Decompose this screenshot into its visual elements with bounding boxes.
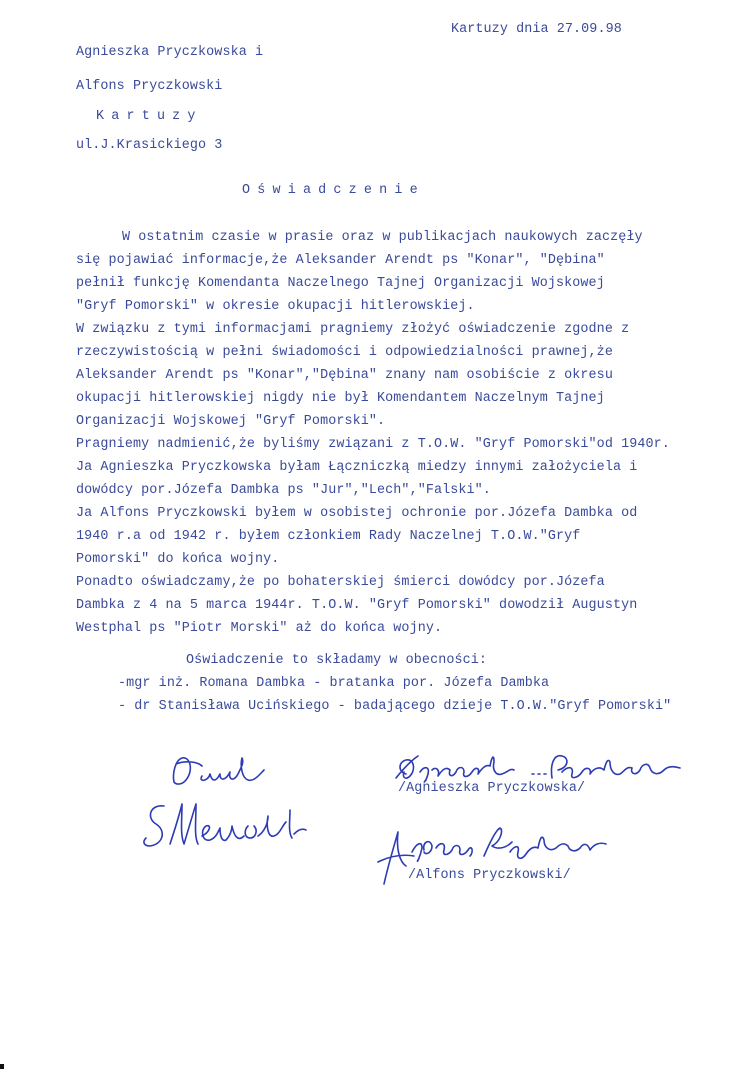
- body-line: W ostatnim czasie w prasie oraz w publikacjach naukowych zaczęły: [122, 230, 643, 245]
- scan-edge-mark: [0, 1064, 4, 1069]
- sender-line-2: Alfons Pryczkowski: [76, 79, 223, 94]
- sender-street: ul.J.Krasickiego 3: [76, 138, 223, 153]
- document-title: Oświadczenie: [242, 183, 425, 198]
- witness-signature-dambek: [168, 752, 298, 797]
- body-line: dowódcy por.Józefa Dambka ps "Jur","Lech","Falski".: [76, 483, 491, 498]
- body-line: "Gryf Pomorski" w okresie okupacji hitlerowskiej.: [76, 299, 475, 314]
- body-line: Pragniemy nadmienić,że byliśmy związani z T.O.W. "Gryf Pomorski"od 1940r.: [76, 437, 670, 452]
- body-line: W związku z tymi informacjami pragniemy złożyć oświadczenie zgodne z: [76, 322, 630, 337]
- witness-line: - dr Stanisława Ucińskiego - badającego dzieje T.O.W."Gryf Pomorski": [118, 699, 672, 714]
- body-line: Ja Agnieszka Pryczkowska byłam Łączniczką miedzy innymi założyciela i: [76, 460, 638, 475]
- witness-intro: Oświadczenie to składamy w obecności:: [186, 653, 488, 668]
- sender-line-1: Agnieszka Pryczkowska i: [76, 45, 264, 60]
- body-line: 1940 r.a od 1942 r. byłem członkiem Rady Naczelnej T.O.W."Gryf: [76, 529, 581, 544]
- body-line: pełnił funkcję Komendanta Naczelnego Tajnej Organizacji Wojskowej: [76, 276, 605, 291]
- body-line: Pomorski" do końca wojny.: [76, 552, 280, 567]
- body-line: Ja Alfons Pryczkowski byłem w osobistej ochronie por.Józefa Dambka od: [76, 506, 638, 521]
- body-line: okupacji hitlerowskiej nigdy nie był Komendantem Naczelnym Tajnej: [76, 391, 605, 406]
- sender-city: Kartuzy: [96, 109, 203, 124]
- body-line: Aleksander Arendt ps "Konar","Dębina" znany nam osobiście z okresu: [76, 368, 613, 383]
- body-line: się pojawiać informacje,że Aleksander Arendt ps "Konar", "Dębina": [76, 253, 605, 268]
- alfons-signature-caption: /Alfons Pryczkowski/: [408, 868, 571, 883]
- body-line: Organizacji Wojskowej "Gryf Pomorski".: [76, 414, 386, 429]
- witness-signature-ucinski: [140, 796, 320, 861]
- witness-line: -mgr inż. Romana Dambka - bratanka por. Józefa Dambka: [118, 676, 550, 691]
- body-line: Dambka z 4 na 5 marca 1944r. T.O.W. "Gryf Pomorski" dowodził Augustyn: [76, 598, 638, 613]
- body-line: Westphal ps "Piotr Morski" aż do końca wojny.: [76, 621, 443, 636]
- body-line: Ponadto oświadczamy,że po bohaterskiej śmierci dowódcy por.Józefa: [76, 575, 605, 590]
- date-line: Kartuzy dnia 27.09.98: [451, 22, 622, 37]
- body-line: rzeczywistością w pełni świadomości i odpowiedzialności prawnej,że: [76, 345, 613, 360]
- agnieszka-signature-caption: /Agnieszka Pryczkowska/: [398, 781, 586, 796]
- alfons-signature: [366, 822, 636, 897]
